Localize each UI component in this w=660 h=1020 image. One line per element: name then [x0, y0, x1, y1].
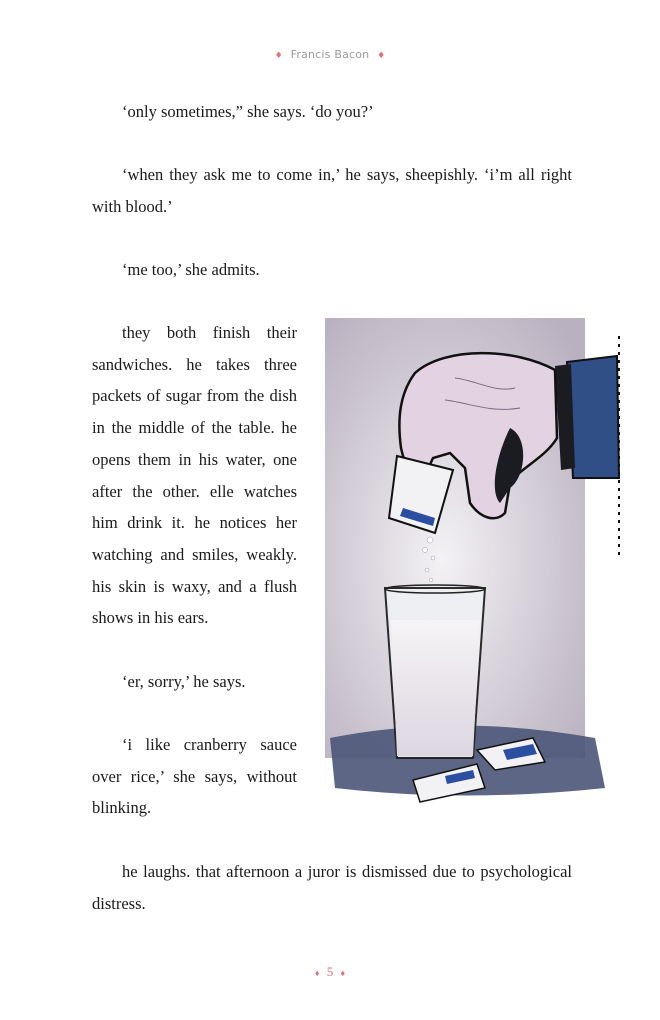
page-footer: [0, 964, 660, 980]
running-header: [0, 48, 660, 61]
paragraph-6: ‘i like cranberry sauce over rice,’ she says, without blinking.: [92, 735, 297, 818]
paragraph-4: they both finish their sandwiches. he takes three packets of sugar from the dish in the middle of the table. he opens them in his water, one after the other. elle watches him drink it. he notices her watching and smiles, weakly. his skin is waxy, and a flush shows in his ears.: [92, 323, 297, 628]
header-ornament-right: ♦: [377, 51, 386, 61]
glass-water: [391, 620, 480, 756]
paragraph-1: ‘only sometimes,” she says. ‘do you?’: [122, 102, 374, 121]
header-ornament-left: ♦: [274, 51, 283, 61]
footer-ornament-left: ♦: [314, 968, 320, 978]
page-number: 5: [326, 964, 334, 979]
paragraph-5: ‘er, sorry,’ he says.: [122, 672, 246, 691]
running-header-title: Francis Bacon: [290, 48, 370, 61]
paragraph-2: ‘when they ask me to come in,’ he says, sheepishly. ‘i’m all right with blood.’: [92, 165, 572, 216]
paragraph-3: ‘me too,’ she admits.: [122, 260, 260, 279]
hand-pouring-sugar-icon: [305, 318, 627, 818]
footer-ornament-right: ♦: [340, 968, 346, 978]
sugar-pour-illustration: [305, 318, 627, 818]
paragraph-7: he laughs. that afternoon a juror is dismissed due to psychological distress.: [92, 862, 572, 913]
sleeve: [567, 356, 619, 478]
